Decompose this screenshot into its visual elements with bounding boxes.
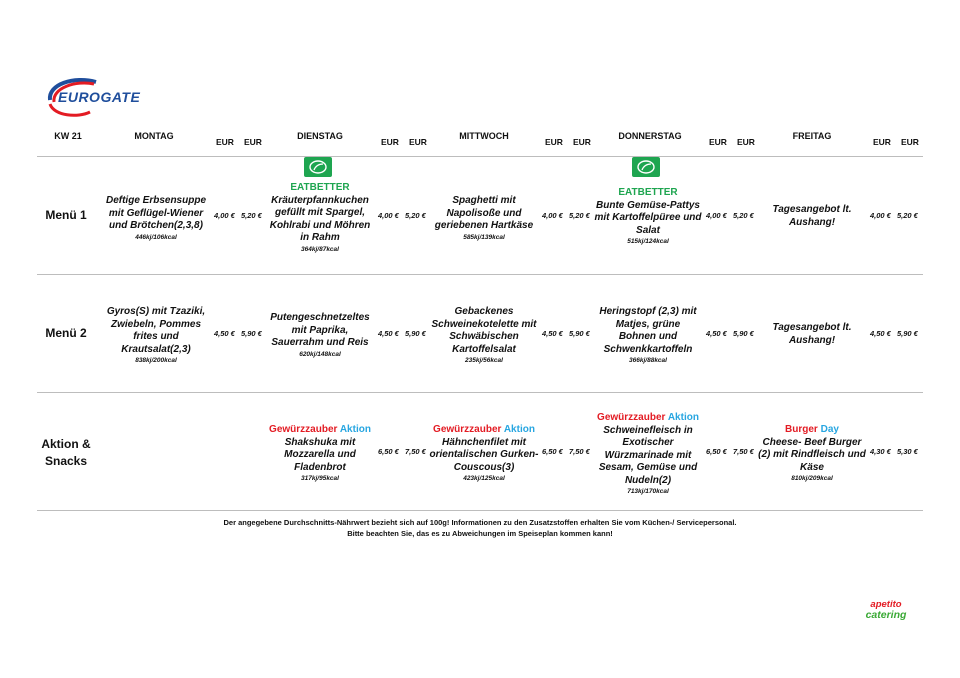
menu-cell-wed-2 xyxy=(430,306,538,365)
promo-label xyxy=(428,424,540,437)
price-staff: 4,50 € xyxy=(870,329,891,338)
price-guest: 5,20 € xyxy=(569,211,590,220)
nutrition-value: 515kj/124kcal xyxy=(627,238,669,245)
brand-line: catering xyxy=(865,609,907,621)
promo-label xyxy=(266,424,374,437)
row-label-snacks xyxy=(38,436,94,470)
dish-name: Gebackenes Schweinekotelette mit Schwäbischen Kartoffelsalat xyxy=(431,306,537,355)
day-header-friday: FREITAG xyxy=(792,131,832,141)
menu-cell-thu-1 xyxy=(592,187,704,246)
promo-label xyxy=(592,412,704,425)
day-header-thursday: DONNERSTAG xyxy=(618,131,682,141)
day-header-monday: MONTAG xyxy=(134,131,174,141)
row-label-menu-2: Menü 2 xyxy=(45,326,87,340)
row-divider xyxy=(37,156,923,157)
menu-cell-fri-1 xyxy=(760,204,864,229)
price-staff: 4,50 € xyxy=(378,329,399,338)
dish-name: Deftige Erbsensuppe mit Geflügel-Wiener und Brötchen(2,3,8) xyxy=(105,195,207,231)
price-staff: 6,50 € xyxy=(706,447,727,456)
row-label-line: Snacks xyxy=(44,454,88,468)
price-guest: 5,90 € xyxy=(733,329,754,338)
promo-name: Gewürzzauber xyxy=(597,412,666,423)
price-guest: 5,30 € xyxy=(897,447,918,456)
dish-name: Bunte Gemüse-Pattys mit Kartoffelpüree und Salat xyxy=(594,199,702,236)
currency-header: EUR xyxy=(244,137,262,147)
price-staff: 4,00 € xyxy=(214,211,235,220)
currency-header: EUR xyxy=(409,137,427,147)
dish-name: Shakshuka mit Mozzarella und Fladenbrot xyxy=(284,436,356,473)
price-guest: 7,50 € xyxy=(733,447,754,456)
nutrition-value: 585kj/139kcal xyxy=(463,233,505,241)
price-staff: 6,50 € xyxy=(378,447,399,456)
menu-cell-fri-2 xyxy=(760,322,864,347)
price-staff: 4,00 € xyxy=(542,211,563,220)
price-guest: 5,20 € xyxy=(733,211,754,220)
price-guest: 5,90 € xyxy=(897,329,918,338)
nutrition-value: 423kj/125kcal xyxy=(463,475,505,482)
dish-name: Gyros(S) mit Tzaziki, Zwiebeln, Pommes frites und Krautsalat(2,3) xyxy=(106,306,206,355)
promo-name: Gewürzzauber xyxy=(269,424,338,435)
dish-name: Tagesangebot lt. Aushang! xyxy=(772,204,852,228)
dish-name: Spaghetti mit Napolisoße und geriebenen Hartkäse xyxy=(434,195,534,231)
nutrition-value: 446kj/106kcal xyxy=(135,233,177,241)
menu-cell-thu-3 xyxy=(592,412,704,496)
promo-name: Gewürzzauber xyxy=(433,424,502,435)
price-guest: 5,20 € xyxy=(405,211,426,220)
nutrition-value: 620kj/148kcal xyxy=(299,350,341,358)
row-label-menu-1: Menü 1 xyxy=(45,208,87,222)
eurogate-logo xyxy=(44,74,152,118)
eatbetter-leaf-icon xyxy=(304,157,332,177)
promo-type: Aktion xyxy=(339,424,371,435)
price-guest: 7,50 € xyxy=(569,447,590,456)
menu-cell-wed-3 xyxy=(428,424,540,483)
dish-name: Schweinefleisch in Exotischer Würzmarinade mit Sesam, Gemüse und Nudeln(2) xyxy=(598,424,698,486)
currency-header: EUR xyxy=(901,137,919,147)
price-staff: 4,00 € xyxy=(870,211,891,220)
currency-header: EUR xyxy=(545,137,563,147)
dish-name: Cheese- Beef Burger (2) mit Rindfleisch und Käse xyxy=(758,436,866,473)
nutrition-value: 810kj/209kcal xyxy=(791,475,833,482)
row-divider xyxy=(37,392,923,393)
nutrition-value: 364kj/87kcal xyxy=(301,245,339,253)
currency-header: EUR xyxy=(737,137,755,147)
eatbetter-label: EATBETTER xyxy=(618,187,678,198)
menu-cell-thu-2 xyxy=(596,306,700,365)
menu-cell-tue-3 xyxy=(266,424,374,483)
price-staff: 6,50 € xyxy=(542,447,563,456)
price-guest: 5,90 € xyxy=(241,329,262,338)
menu-cell-wed-1 xyxy=(432,195,536,242)
nutrition-value: 235kj/56kcal xyxy=(465,357,503,364)
price-staff: 4,00 € xyxy=(706,211,727,220)
promo-type: Day xyxy=(820,424,839,435)
eatbetter-leaf-icon xyxy=(632,157,660,177)
currency-header: EUR xyxy=(573,137,591,147)
footer-line: Der angegebene Durchschnitts-Nährwert bezieht sich auf 100g! Informationen zu den Zusatzstoffen erhalten Sie vom Küchen-/ Servicepersonal. xyxy=(223,518,737,527)
currency-header: EUR xyxy=(709,137,727,147)
promo-type: Aktion xyxy=(503,424,535,435)
price-staff: 4,50 € xyxy=(542,329,563,338)
footer-line: Bitte beachten Sie, das es zu Abweichungen im Speiseplan kommen kann! xyxy=(347,529,613,538)
eatbetter-label: EATBETTER xyxy=(290,182,350,193)
nutrition-value: 713kj/170kcal xyxy=(627,488,669,495)
menu-cell-mon-1 xyxy=(104,195,208,242)
price-staff: 4,00 € xyxy=(378,211,399,220)
dish-name: Kräuterpfannkuchen gefüllt mit Spargel, Kohlrabi und Möhren in Rahm xyxy=(269,194,371,243)
currency-header: EUR xyxy=(216,137,234,147)
nutrition-value: 838kj/200kcal xyxy=(135,357,177,364)
promo-name: Burger xyxy=(785,424,818,435)
week-label: KW 21 xyxy=(54,131,82,141)
nutrition-value: 366kj/88kcal xyxy=(629,357,667,364)
day-header-tuesday: DIENSTAG xyxy=(297,131,343,141)
eurogate-logo-text: EUROGATE xyxy=(58,89,141,105)
menu-cell-fri-3 xyxy=(756,424,868,483)
price-staff: 4,30 € xyxy=(870,447,891,456)
day-header-wednesday: MITTWOCH xyxy=(459,131,509,141)
apetito-catering-logo xyxy=(846,600,926,620)
promo-label xyxy=(756,424,868,437)
price-guest: 5,20 € xyxy=(241,211,262,220)
menu-cell-tue-1 xyxy=(268,182,372,254)
price-staff: 4,50 € xyxy=(706,329,727,338)
price-guest: 5,90 € xyxy=(405,329,426,338)
nutrition-value: 317kj/95kcal xyxy=(301,475,339,482)
dish-name: Putengeschnetzeltes mit Paprika, Sauerrahm und Reis xyxy=(270,312,370,348)
footer-note xyxy=(150,517,810,539)
promo-type: Aktion xyxy=(667,412,699,423)
row-label-line: Aktion & xyxy=(41,437,91,451)
dish-name: Tagesangebot lt. Aushang! xyxy=(772,322,852,346)
row-divider xyxy=(37,274,923,275)
currency-header: EUR xyxy=(381,137,399,147)
price-guest: 5,90 € xyxy=(569,329,590,338)
row-divider xyxy=(37,510,923,511)
menu-cell-mon-2 xyxy=(104,306,208,365)
dish-name: Heringstopf (2,3) mit Matjes, grüne Bohnen und Schwenkkartoffeln xyxy=(599,306,697,355)
currency-header: EUR xyxy=(873,137,891,147)
brand-line: apetito xyxy=(870,599,902,610)
menu-cell-tue-2 xyxy=(268,312,372,359)
dish-name: Hähnchenfilet mit orientalischen Gurken-Couscous(3) xyxy=(429,436,539,473)
price-guest: 7,50 € xyxy=(405,447,426,456)
price-guest: 5,20 € xyxy=(897,211,918,220)
price-staff: 4,50 € xyxy=(214,329,235,338)
